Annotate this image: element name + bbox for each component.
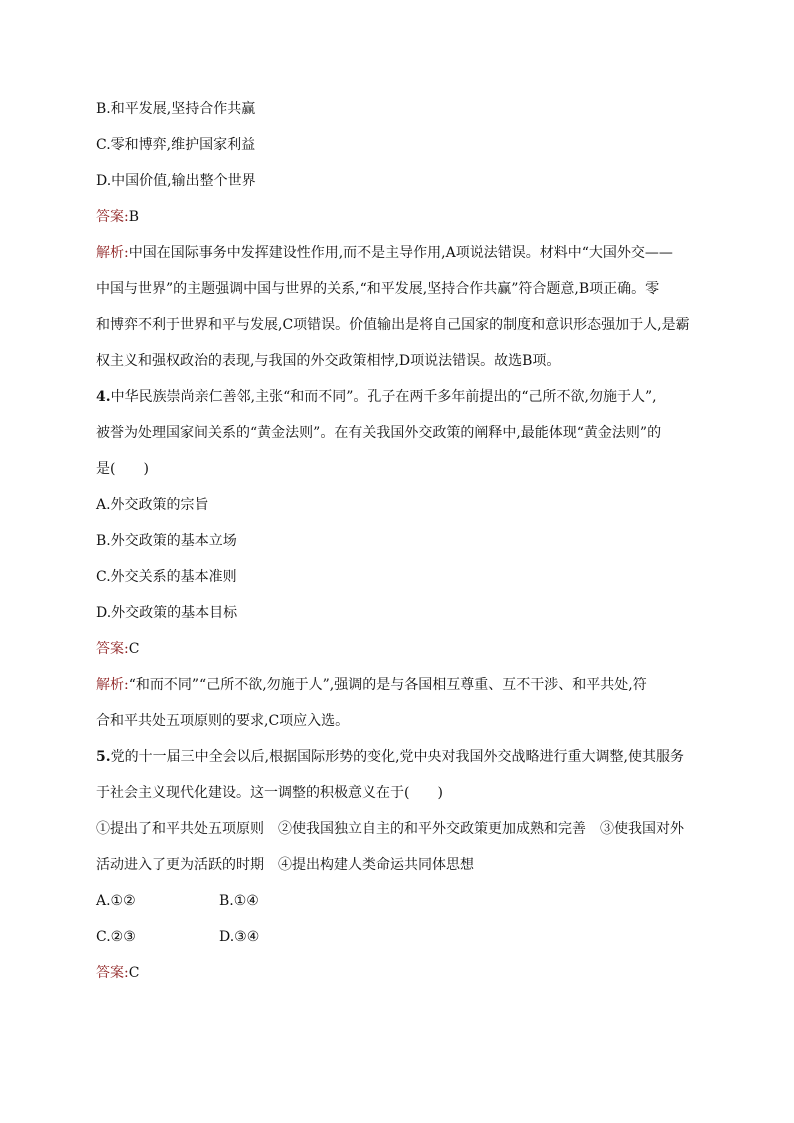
q4-option-a: A.外交政策的宗旨	[96, 497, 209, 513]
q4-answer-value: C	[128, 641, 140, 657]
q4-answer	[96, 640, 696, 658]
q4-analysis-line-2: 合和平共处五项原则的要求,C项应入选。	[96, 713, 350, 729]
q5-answer	[96, 964, 696, 982]
q4-analysis-label: 解析:	[96, 677, 129, 693]
q5-option-d: D.③④	[219, 929, 260, 945]
q4-stem-line-3: 是( )	[96, 461, 149, 477]
q4-analysis	[96, 676, 696, 730]
q5-stem-line-2: 于社会主义现代化建设。这一调整的积极意义在于( )	[96, 785, 443, 801]
q4-stem-line-1: 4.中华民族崇尚亲仁善邻,主张“和而不同”。孔子在两千多年前提出的“己所不欲,勿施于人”,	[96, 389, 657, 405]
q5-option-c: C.②③	[96, 929, 136, 945]
q5-answer-label: 答案:	[96, 965, 129, 981]
q3-option-b: B.和平发展,坚持合作共赢	[96, 101, 256, 117]
q3-analysis-label: 解析:	[96, 245, 129, 261]
document-page	[96, 100, 696, 1000]
q3-analysis-line-4: 权主义和强权政治的表现,与我国的外交政策相悖,D项说法错误。故选B项。	[96, 353, 561, 369]
q4-answer-label: 答案:	[96, 641, 129, 657]
q5-option-b: B.①④	[219, 893, 259, 909]
q3-analysis-line-3: 和博弈不利于世界和平与发展,C项错误。价值输出是将自己国家的制度和意识形态强加于人,是霸	[96, 317, 690, 333]
q5-options-row-1	[96, 892, 696, 910]
q3-answer-value: B	[128, 209, 140, 225]
q3-analysis-line-2: 中国与世界”的主题强调中国与世界的关系,“和平发展,坚持合作共赢”符合题意,B项正确。零	[96, 281, 660, 297]
q4-number: 4.	[96, 389, 111, 405]
q3-answer	[96, 208, 696, 226]
q4-option-d: D.外交政策的基本目标	[96, 605, 238, 621]
q3-option-d: D.中国价值,输出整个世界	[96, 173, 256, 189]
q3-option-c: C.零和博弈,维护国家利益	[96, 137, 256, 153]
q5-answer-value: C	[128, 965, 140, 981]
q3-analysis	[96, 244, 696, 370]
q5-statements	[96, 820, 696, 874]
q3-answer-label: 答案:	[96, 209, 129, 225]
q5-option-a: A.①②	[96, 893, 136, 909]
q5-stem-line-1: 5.党的十一届三中全会以后,根据国际形势的变化,党中央对我国外交战略进行重大调整,使其服务	[96, 749, 684, 765]
q5-number: 5.	[96, 749, 111, 765]
q5-stem	[96, 748, 696, 802]
q5-statements-line-1: ①提出了和平共处五项原则 ②使我国独立自主的和平外交政策更加成熟和完善 ③使我国对外	[96, 821, 684, 837]
q3-analysis-line-1: 解析:中国在国际事务中发挥建设性作用,而不是主导作用,A项说法错误。材料中“大国外交——	[96, 245, 673, 261]
q4-option-c: C.外交关系的基本准则	[96, 569, 237, 585]
q4-stem-line-2: 被誉为处理国家间关系的“黄金法则”。在有关我国外交政策的阐释中,最能体现“黄金法则”的	[96, 425, 662, 441]
q4-option-b: B.外交政策的基本立场	[96, 533, 237, 549]
q4-analysis-line-1: 解析:“和而不同”“己所不欲,勿施于人”,强调的是与各国相互尊重、互不干涉、和平共处,符	[96, 677, 647, 693]
q4-stem	[96, 388, 696, 478]
q5-options-row-2	[96, 928, 696, 946]
q5-statements-line-2: 活动进入了更为活跃的时期 ④提出构建人类命运共同体思想	[96, 857, 474, 873]
